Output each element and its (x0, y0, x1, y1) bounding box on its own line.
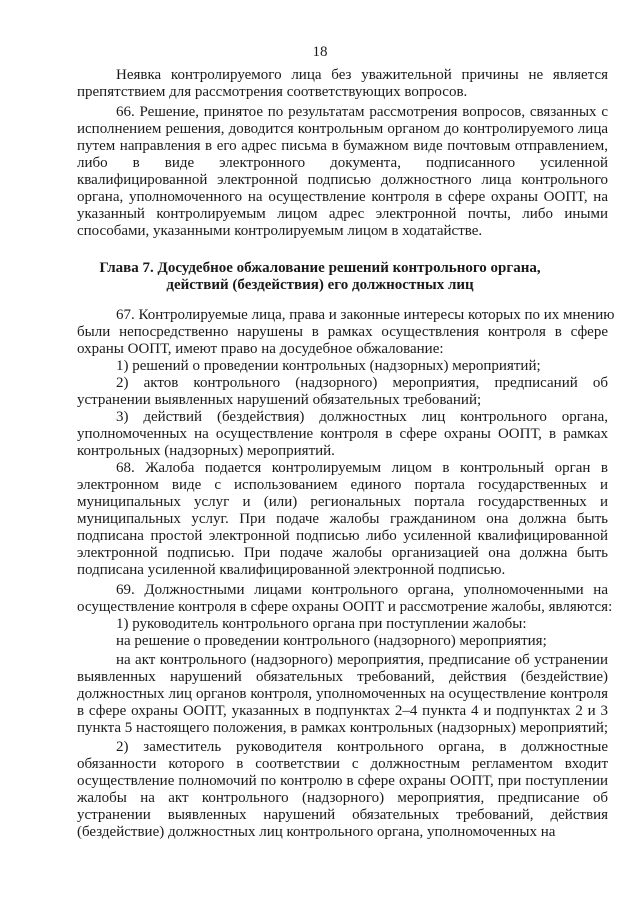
paragraph-first-line: 67. Контролируемые лица, права и законные интересы которых по их мнению (116, 307, 615, 323)
paragraph-line: (бездействие) должностных лиц контрольного органа, уполномоченных на (77, 824, 556, 840)
paragraph-line: пункта 5 настоящего положения, в рамках контрольных (надзорных) мероприятий; (77, 720, 609, 736)
paragraph-first-line: 66. Решение, принятое по результатам рассмотрения вопросов, связанных с (116, 104, 608, 120)
paragraph-line: в сфере охраны ООПТ, указанных в подпунктах 2–4 пункта 4 и подпунктах 2 и 3 (77, 703, 608, 719)
paragraph-first-line: 69. Должностными лицами контрольного органа, уполномоченными на (116, 582, 608, 598)
paragraph-first-line: 68. Жалоба подается контролируемым лицом в контрольный орган в (116, 460, 608, 476)
chapter-heading: действий (бездействия) его должностных лиц (166, 277, 474, 293)
paragraph-line: электронной подписью. При подаче жалобы организацией она должна быть (77, 545, 608, 561)
paragraph-line: способами, указанными контролируемым лицом в ходатайстве. (77, 223, 483, 239)
paragraph-line: муниципальных услуг. При подаче жалобы гражданином она должна быть (77, 511, 608, 527)
paragraph-line: уполномоченных на осуществление контроля в сфере охраны ООПТ, в рамках (77, 426, 608, 442)
paragraph-line: муниципальных услуг и (или) региональных портала государственных и (77, 494, 608, 510)
paragraph-line: были непосредственно нарушены в рамках осуществления контроля в сфере (77, 324, 608, 340)
paragraph-line: устранении выявленных нарушений обязательных требований, действия (77, 807, 608, 823)
page-number: 18 (312, 44, 328, 60)
paragraph-first-line: 1) решений о проведении контрольных (надзорных) мероприятий; (116, 358, 541, 374)
paragraph-line: контрольных (надзорных) мероприятий. (77, 443, 335, 459)
paragraph-line: подписана простой электронной подписью либо усиленной квалифицированной (77, 528, 608, 544)
chapter-heading: Глава 7. Досудебное обжалование решений контрольного органа, (99, 260, 541, 276)
paragraph-first-line: 3) действий (бездействия) должностных лиц контрольного органа, (116, 409, 608, 425)
paragraph-first-line: на акт контрольного (надзорного) мероприятия, предписание об устранении (116, 652, 608, 668)
paragraph-line: устранении выявленных нарушений обязательных требований; (77, 392, 482, 408)
paragraph-line: исполнением решения, доводится контрольным органом до контролируемого лица (77, 121, 608, 137)
paragraph-line: электронном виде с использованием единого портала государственных и (77, 477, 608, 493)
paragraph-line: должностных лиц органов контроля, уполномоченных на осуществление контроля (77, 686, 608, 702)
paragraph-line: выявленных нарушений обязательных требований, действия (бездействие) (77, 669, 608, 685)
paragraph-first-line: 2) заместитель руководителя контрольного органа, в должностные (116, 739, 608, 755)
paragraph-line: осуществление полномочий по контролю в сфере охраны ООПТ, при поступлении (77, 773, 608, 789)
paragraph-line: квалифицированной электронной подписью должностного лица контрольного (77, 172, 608, 188)
paragraph-line: путем направления в его адрес письма в бумажном виде почтовым отправлением, (77, 138, 608, 154)
paragraph-line: обязанности которого в соответствии с должностным регламентом входит (77, 756, 608, 772)
paragraph-line: подписана усиленной квалифицированной электронной подписью. (77, 562, 506, 578)
paragraph-line: осуществление контроля в сфере охраны ООПТ и рассмотрение жалобы, являются: (77, 599, 613, 615)
paragraph-first-line: 1) руководитель контрольного органа при поступлении жалобы: (116, 616, 527, 632)
paragraph-line: препятствием для рассмотрения соответствующих вопросов. (77, 84, 468, 100)
paragraph-line: указанный контролируемым лицом адрес электронной почты, либо иными (77, 206, 608, 222)
paragraph-first-line: 2) актов контрольного (надзорного) мероприятия, предписаний об (116, 375, 608, 391)
paragraph-line: органа, уполномоченного на осуществление контроля в сфере охраны ООПТ, на (77, 189, 608, 205)
paragraph-line: жалобы на акт контрольного (надзорного) мероприятия, предписание об (77, 790, 608, 806)
paragraph-first-line: на решение о проведении контрольного (надзорного) мероприятия; (116, 633, 547, 649)
paragraph-first-line: Неявка контролируемого лица без уважительной причины не является (116, 67, 608, 83)
paragraph-line: либо в виде электронного документа, подписанного усиленной (77, 155, 608, 171)
paragraph-line: охраны ООПТ, имеют право на досудебное обжалование: (77, 341, 444, 357)
